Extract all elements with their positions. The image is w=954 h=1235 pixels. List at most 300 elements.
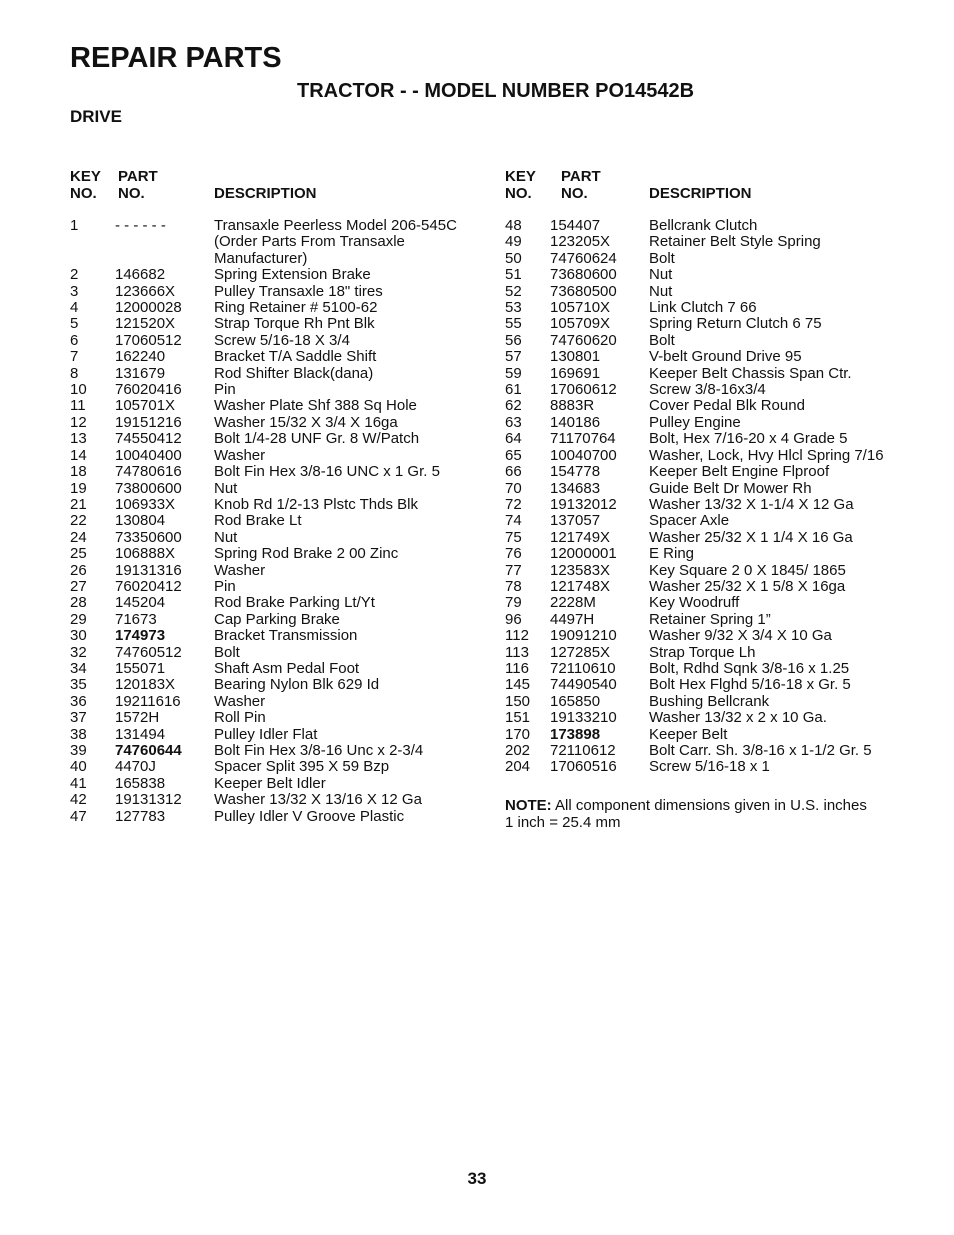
part-number: 71170764 [550,430,616,448]
key-number: 63 [505,413,522,431]
part-number: 121520X [115,315,176,333]
header-part-line2: NO. [561,185,588,202]
part-description: Transaxle Peerless Model 206-545C (Order Parts From Transaxle Manufacturer) [214,217,457,267]
part-description: Bolt 1/4-28 UNF Gr. 8 W/Patch [214,430,420,448]
parts-row [70,645,480,661]
part-description: Spring Rod Brake 2 00 Zinc [214,545,399,563]
part-number: 17060512 [115,331,182,349]
part-number: 73680500 [550,282,617,300]
parts-row [505,595,945,611]
key-number: 52 [505,282,522,300]
parts-row [70,727,480,743]
key-number: 62 [505,397,522,415]
part-description: V-belt Ground Drive 95 [649,348,802,366]
key-number: 59 [505,364,522,382]
part-description: Screw 5/16-18 X 3/4 [214,331,350,349]
parts-row [505,218,945,234]
parts-row [70,481,480,497]
part-description: Washer 13/32 X 1-1/4 X 12 Ga [649,495,854,513]
part-number: 74760512 [115,643,182,661]
key-number: 34 [70,659,87,677]
parts-row [70,661,480,677]
part-description: Washer 25/32 X 1 5/8 X 16ga [649,577,846,595]
parts-row [505,251,945,267]
key-number: 66 [505,463,522,481]
parts-row [70,513,480,529]
part-number: 165850 [550,692,601,710]
part-description: Spacer Split 395 X 59 Bzp [214,758,390,776]
parts-row [505,234,945,250]
parts-row [505,481,945,497]
part-number: 8883R [550,397,595,415]
part-number: 145204 [115,594,166,612]
part-description: Screw 5/16-18 x 1 [649,758,770,776]
part-description: Pulley Engine [649,413,741,431]
part-number: 19091210 [550,627,617,645]
key-number: 13 [70,430,87,448]
part-number: 74760644 [115,742,182,759]
parts-list-right [505,168,945,776]
part-description: Bolt, Rdhd Sqnk 3/8-16 x 1.25 [649,659,850,677]
part-number: 173898 [550,725,601,743]
key-number: 170 [505,725,531,743]
parts-row [70,415,480,431]
part-number: 72110610 [550,659,616,677]
part-description: Bushing Bellcrank [649,692,770,710]
part-number: 140186 [550,413,601,431]
key-number: 38 [70,725,87,743]
part-description: Washer Plate Shf 388 Sq Hole [214,397,417,415]
part-description: Bolt, Hex 7/16-20 x 4 Grade 5 [649,430,848,448]
key-number: 56 [505,331,522,349]
parts-row [70,546,480,562]
key-number: 2 [70,266,79,284]
part-description: Strap Torque Lh [649,643,756,661]
key-number: 10 [70,381,87,399]
header-key-line2: NO. [505,185,532,202]
key-number: 5 [70,315,79,333]
part-number: 73680600 [550,266,617,284]
parts-row [70,759,480,775]
part-number: 137057 [550,512,601,530]
parts-row [70,677,480,693]
header-key-line1: KEY [70,168,101,185]
key-number: 41 [70,774,87,792]
parts-row [505,316,945,332]
parts-row [505,628,945,644]
parts-row [70,497,480,513]
key-number: 53 [505,299,522,317]
parts-row [70,316,480,332]
part-number: 19131316 [115,561,182,579]
part-description: Keeper Belt Engine Flproof [649,463,830,481]
key-number: 22 [70,512,87,530]
key-number: 8 [70,364,79,382]
parts-row [70,398,480,414]
parts-row [505,398,945,414]
part-number: 121748X [550,577,611,595]
parts-row [70,366,480,382]
part-description: Washer 13/32 X 13/16 X 12 Ga [214,791,422,809]
part-description: Bolt [649,249,675,267]
note-label: NOTE: [505,797,552,814]
part-description: Bearing Nylon Blk 629 Id [214,676,380,694]
key-number: 113 [505,643,529,661]
part-description: Bracket T/A Saddle Shift [214,348,377,366]
parts-row [70,333,480,349]
key-number: 26 [70,561,87,579]
part-number: 2228M [550,594,596,612]
part-number: 17060612 [550,381,617,399]
key-number: 36 [70,692,87,710]
key-number: 145 [505,676,531,694]
part-number: 123205X [550,233,611,251]
part-description: Link Clutch 7 66 [649,299,757,317]
part-description: Cover Pedal Blk Round [649,397,805,415]
column-headers-right [505,168,945,218]
section-title: DRIVE [70,107,122,126]
part-description: Keeper Belt Chassis Span Ctr. [649,364,852,382]
part-number: 120183X [115,676,176,694]
dimension-note [505,797,925,831]
parts-row [505,645,945,661]
part-description: Nut [649,282,673,300]
part-number: 74550412 [115,430,182,448]
key-number: 19 [70,479,87,497]
header-description: DESCRIPTION [214,185,317,202]
key-number: 74 [505,512,522,530]
part-number: 106888X [115,545,176,563]
parts-row [70,776,480,792]
part-description: Bellcrank Clutch [649,217,758,234]
part-description: Pin [214,577,236,595]
key-number: 27 [70,577,87,595]
key-number: 72 [505,495,522,513]
part-description: Nut [649,266,673,284]
part-description: Pin [214,381,236,399]
key-number: 70 [505,479,522,497]
parts-row [505,743,945,759]
parts-row [505,513,945,529]
part-description: Strap Torque Rh Pnt Blk [214,315,375,333]
key-number: 18 [70,463,87,481]
part-number: 169691 [550,364,601,382]
parts-rows-right [505,218,945,776]
part-description: Nut [214,479,238,497]
part-description: Bolt Fin Hex 3/8-16 Unc x 2-3/4 [214,742,424,759]
parts-list-left [70,168,480,825]
key-number: 48 [505,217,522,234]
part-description: Bolt Carr. Sh. 3/8-16 x 1-1/2 Gr. 5 [649,742,872,759]
parts-row [505,464,945,480]
parts-row [70,382,480,398]
parts-row [505,382,945,398]
column-headers-left [70,168,480,218]
parts-row [70,530,480,546]
key-number: 55 [505,315,522,333]
part-number: 165838 [115,774,166,792]
parts-row [505,677,945,693]
part-description: Pulley Transaxle 18" tires [214,282,383,300]
key-number: 35 [70,676,87,694]
parts-row [505,284,945,300]
part-number: 154778 [550,463,601,481]
key-number: 61 [505,381,522,399]
key-number: 51 [505,266,522,284]
parts-row [505,267,945,283]
key-number: 76 [505,545,522,563]
part-description: Washer [214,692,266,710]
part-number: 19211616 [115,692,181,710]
part-description: Bolt Hex Flghd 5/16-18 x Gr. 5 [649,676,851,694]
part-number: 10040400 [115,446,182,464]
key-number: 79 [505,594,522,612]
parts-row [70,300,480,316]
part-number: 105701X [115,397,176,415]
part-number: 19133210 [550,709,617,727]
part-number: 130804 [115,512,166,530]
part-description: Rod Brake Lt [214,512,302,530]
part-number: 154407 [550,217,601,234]
parts-row [505,546,945,562]
parts-row [505,333,945,349]
note-conversion: 1 inch = 25.4 mm [505,814,621,831]
key-number: 4 [70,299,79,317]
part-description: Retainer Spring 1” [649,610,771,628]
key-number: 112 [505,627,529,645]
parts-row [505,530,945,546]
key-number: 42 [70,791,87,809]
parts-row [505,579,945,595]
part-number: 19151216 [115,413,182,431]
key-number: 78 [505,577,522,595]
key-number: 6 [70,331,79,349]
part-description: Retainer Belt Style Spring [649,233,821,251]
part-number: 106933X [115,495,176,513]
key-number: 37 [70,709,87,727]
parts-row [505,300,945,316]
part-number: 127783 [115,807,166,825]
key-number: 12 [70,413,87,431]
part-description: Nut [214,528,238,546]
part-number: 162240 [115,348,166,366]
part-description: Key Woodruff [649,594,740,612]
part-description: Spring Return Clutch 6 75 [649,315,822,333]
part-description: Bracket Transmission [214,627,358,645]
parts-row [70,809,480,825]
key-number: 39 [70,742,87,759]
parts-row [70,464,480,480]
key-number: 77 [505,561,522,579]
part-number: 131494 [115,725,166,743]
page-number: 33 [467,1169,487,1188]
key-number: 96 [505,610,522,628]
part-number: 121749X [550,528,611,546]
header-key-line2: NO. [70,185,97,202]
parts-row [70,743,480,759]
part-number: 74760620 [550,331,617,349]
key-number: 32 [70,643,87,661]
parts-row [505,612,945,628]
key-number: 202 [505,742,531,759]
part-description: Keeper Belt [649,725,728,743]
key-number: 25 [70,545,87,563]
key-number: 49 [505,233,522,251]
key-number: 7 [70,348,79,366]
parts-row [70,612,480,628]
part-description: Washer 13/32 x 2 x 10 Ga. [649,709,827,727]
parts-row [505,366,945,382]
part-number: 130801 [550,348,601,366]
key-number: 28 [70,594,87,612]
part-number: 12000028 [115,299,182,317]
part-number: 1572H [115,709,160,727]
part-description: Bolt Fin Hex 3/8-16 UNC x 1 Gr. 5 [214,463,440,481]
part-number: 73350600 [115,528,182,546]
part-description: Pulley Idler Flat [214,725,318,743]
key-number: 75 [505,528,522,546]
key-number: 65 [505,446,522,464]
key-number: 24 [70,528,87,546]
header-description: DESCRIPTION [649,185,752,202]
parts-row [70,349,480,365]
parts-row [70,431,480,447]
part-description: Bolt [214,643,240,661]
part-description: Washer 25/32 X 1 1/4 X 16 Ga [649,528,853,546]
part-description: Key Square 2 0 X 1845/ 1865 [649,561,846,579]
key-number: 3 [70,282,79,300]
key-number: 40 [70,758,87,776]
parts-row [505,694,945,710]
key-number: 50 [505,249,522,267]
parts-row [70,595,480,611]
parts-row [70,218,480,267]
part-number: 146682 [115,266,166,284]
key-number: 29 [70,610,87,628]
key-number: 57 [505,348,522,366]
parts-row [70,628,480,644]
part-number: 105709X [550,315,611,333]
part-number: 131679 [115,364,166,382]
part-number: 19131312 [115,791,182,809]
part-number: 4470J [115,758,156,776]
part-number: 174973 [115,627,166,645]
key-number: 1 [70,217,79,234]
key-number: 116 [505,659,529,677]
header-part-line1: PART [118,168,158,185]
key-number: 64 [505,430,522,448]
part-number: 74780616 [115,463,182,481]
part-number: 134683 [550,479,601,497]
page-title: REPAIR PARTS [70,42,282,74]
part-number: 123583X [550,561,611,579]
part-description: Screw 3/8-16x3/4 [649,381,766,399]
part-number: 155071 [115,659,166,677]
part-description: Guide Belt Dr Mower Rh [649,479,812,497]
parts-row [505,415,945,431]
part-number: 76020416 [115,381,182,399]
part-description: Knob Rd 1/2-13 Plstc Thds Blk [214,495,418,513]
part-description: Shaft Asm Pedal Foot [214,659,360,677]
part-description: Washer, Lock, Hvy Hlcl Spring 7/16 [649,446,884,464]
part-description: Roll Pin [214,709,266,727]
header-part-line2: NO. [118,185,145,202]
key-number: 21 [70,495,87,513]
part-description: Spring Extension Brake [214,266,371,284]
part-number: 123666X [115,282,176,300]
part-description: Washer [214,561,266,579]
part-number: 17060516 [550,758,617,776]
key-number: 30 [70,627,87,645]
part-number: 10040700 [550,446,617,464]
parts-row [505,431,945,447]
parts-row [505,448,945,464]
parts-row [70,267,480,283]
note-text: All component dimensions given in U.S. inches [555,797,867,814]
part-description: Washer [214,446,266,464]
part-description: Washer 9/32 X 3/4 X 10 Ga [649,627,832,645]
part-description: Spacer Axle [649,512,730,530]
part-number: 76020412 [115,577,182,595]
part-number: 73800600 [115,479,182,497]
part-number: 72110612 [550,742,616,759]
parts-row [70,792,480,808]
key-number: 47 [70,807,87,825]
parts-row [70,579,480,595]
part-number: 74760624 [550,249,617,267]
header-key-line1: KEY [505,168,536,185]
key-number: 11 [70,397,86,415]
key-number: 14 [70,446,87,464]
parts-row [505,759,945,775]
key-number: 150 [505,692,531,710]
part-description: Pulley Idler V Groove Plastic [214,807,405,825]
part-number: 127285X [550,643,611,661]
parts-row [505,727,945,743]
parts-row [505,661,945,677]
part-description: Ring Retainer # 5100-62 [214,299,378,317]
parts-row [505,349,945,365]
part-description: Cap Parking Brake [214,610,340,628]
key-number: 204 [505,758,531,776]
part-number: 105710X [550,299,611,317]
part-description: Keeper Belt Idler [214,774,326,792]
part-description: E Ring [649,545,695,563]
part-description: Rod Shifter Black(dana) [214,364,374,382]
key-number: 151 [505,709,531,727]
parts-row [505,563,945,579]
parts-row [70,563,480,579]
header-part-line1: PART [561,168,601,185]
parts-row [70,448,480,464]
parts-row [70,284,480,300]
parts-rows-left [70,218,480,825]
part-description: Rod Brake Parking Lt/Yt [214,594,375,612]
parts-row [70,694,480,710]
part-number: 12000001 [550,545,617,563]
part-number: - - - - - - [115,217,166,234]
part-number: 4497H [550,610,595,628]
part-number: 71673 [115,610,157,628]
parts-row [505,710,945,726]
model-subtitle: TRACTOR - - MODEL NUMBER PO14542B [297,80,695,102]
parts-row [70,710,480,726]
part-number: 74490540 [550,676,617,694]
part-number: 19132012 [550,495,617,513]
parts-row [505,497,945,513]
part-description: Washer 15/32 X 3/4 X 16ga [214,413,398,431]
part-description: Bolt [649,331,675,349]
